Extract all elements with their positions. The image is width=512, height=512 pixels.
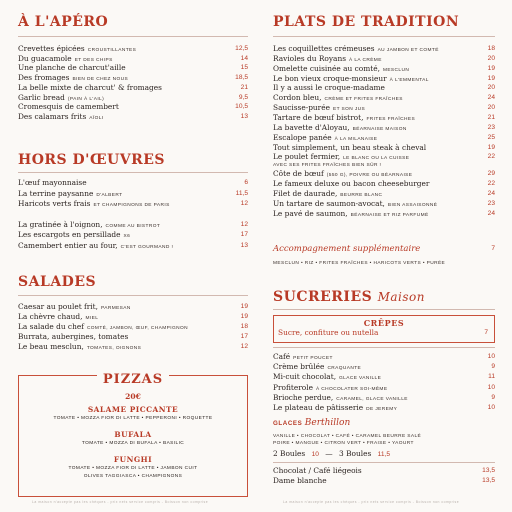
pizza-name: FUNGHI xyxy=(113,455,153,464)
item-name: La chèvre chaud, xyxy=(18,312,83,321)
item-name: Filet de daurade, xyxy=(273,188,338,198)
glaces-flavors xyxy=(273,437,495,448)
item-description: À L'EMMENTAL xyxy=(389,77,429,83)
divider xyxy=(18,295,248,296)
item-name: Une planche de charcut'aille xyxy=(18,63,126,73)
menu-item xyxy=(18,332,248,341)
item-name: La terrine paysanne xyxy=(18,188,94,198)
pizzas-box xyxy=(18,372,248,497)
menu-item xyxy=(273,143,495,152)
item-name: Brioche perdue, xyxy=(273,392,334,402)
item-price: 12 xyxy=(240,200,248,207)
item-name: Café xyxy=(273,352,291,361)
item-name: Crevettes épicées xyxy=(18,44,85,53)
item-name: Il y a aussi le croque-madame xyxy=(273,83,385,93)
glaces-label: GLACES xyxy=(273,420,303,427)
crepes-box xyxy=(273,315,495,343)
item-price: 12,5 xyxy=(235,45,248,52)
menu-item xyxy=(273,403,495,414)
item-price: 13 xyxy=(240,241,248,249)
item-description: C'EST GOURMAND ! xyxy=(120,244,174,250)
item-description: AU JAMBON ET COMTÉ xyxy=(377,48,439,53)
item-description: ET CHAMPIGNONS DE PARIS xyxy=(93,203,170,208)
item-name: La belle mixte de charcut' & fromages xyxy=(18,82,162,92)
item-price: 19 xyxy=(487,64,495,72)
item-name: Les coquillettes crémeuses xyxy=(273,44,375,53)
item-name: Le bon vieux croque-monsieur xyxy=(273,73,387,83)
item-name: Le fameux deluxe ou bacon cheeseburger xyxy=(273,179,430,189)
section-title-hors: HORS D'ŒUVRES xyxy=(18,152,165,168)
item-name: Tartare de bœuf bistrot, xyxy=(273,112,364,122)
item-name: Mi-cuit chocolat, xyxy=(273,372,337,382)
item-name: Caesar au poulet frit, xyxy=(18,302,98,311)
item-description: À LA MILANAISE xyxy=(334,136,378,142)
accompagnement-options xyxy=(273,257,495,268)
pizza-desc: TOMATE • MOZZA DI BUFALA • BASILIC xyxy=(81,441,185,446)
accompagnement-label: Accompagnement supplémentaire xyxy=(273,244,421,254)
item-description: AVEC SES FRITES FRAÎCHES BIEN SÛR ! xyxy=(273,163,382,169)
section-title-apero: À L'APÉRO xyxy=(18,14,109,30)
item-name: Haricots verts frais xyxy=(18,199,91,208)
item-price: 18 xyxy=(487,45,495,52)
item-price: 6 xyxy=(244,179,248,186)
item-price: 11 xyxy=(488,373,495,381)
item-price: 11,5 xyxy=(235,189,248,197)
boules-sep: — xyxy=(325,449,333,458)
item-description: X6 xyxy=(123,234,131,239)
item-name: Le plateau de pâtisserie xyxy=(273,403,364,412)
sucreries-title: SUCRERIES xyxy=(273,289,373,305)
item-price: 24 xyxy=(487,94,495,102)
item-description: COMTÉ, JAMBON, ŒUF, CHAMPIGNON xyxy=(86,326,188,331)
item-description: ET SON JUS xyxy=(332,107,366,113)
section-title-sucreries xyxy=(273,289,425,305)
menu-item xyxy=(18,112,248,123)
item-name: Le pavé de saumon, xyxy=(273,208,348,218)
item-description: BÉARNAISE ET RIZ PARFUMÉ xyxy=(350,212,429,218)
item-price: 24 xyxy=(487,209,495,217)
item-description: BIEN ASSAISONNÉ xyxy=(387,202,438,208)
item-name: Tout simplement, un beau steak à cheval xyxy=(273,142,427,152)
footer-note-left: La maison n'accepte pas les chèques - prix nets service compris - Boisson non comprise xyxy=(32,500,209,504)
menu-item xyxy=(18,178,248,187)
item-price: 19 xyxy=(240,303,248,310)
item-description: LE BLANC OU LA CUISSE xyxy=(343,156,410,162)
item-description: FRITES FRAÎCHES xyxy=(366,116,416,122)
item-name: Du guacamole xyxy=(18,53,72,63)
item-name: Dame blanche xyxy=(273,476,327,485)
item-name: La salade du chef xyxy=(18,322,84,331)
item-description: COMME AU BISTROT xyxy=(105,223,161,229)
divider xyxy=(273,347,495,348)
boules-3-price: 11,5 xyxy=(377,451,390,458)
item-description: DE JEREMY xyxy=(366,407,398,412)
item-price: 18,5 xyxy=(235,74,248,82)
item-name: Crème brûlée xyxy=(273,362,325,372)
section-title-salades: SALADES xyxy=(18,274,97,290)
divider xyxy=(273,462,495,463)
menu-item xyxy=(18,342,248,353)
item-name: Côte de bœuf xyxy=(273,169,324,179)
boules-2-label: 2 Boules xyxy=(273,449,306,458)
divider xyxy=(18,36,248,37)
item-price: 20 xyxy=(487,84,495,92)
item-description: BÉARNAISE MAISON xyxy=(352,126,407,132)
item-price: 20 xyxy=(487,54,495,62)
menu-item xyxy=(18,230,248,241)
item-price: 13,5 xyxy=(482,467,495,474)
item-description: PETIT POUCET xyxy=(293,356,333,361)
item-name: Garlic bread xyxy=(18,92,65,102)
item-description: CROUSTILLANTES xyxy=(87,48,137,53)
item-description: CRÈME ET FRITES FRAÎCHES xyxy=(324,97,403,103)
pizza-desc: TOMATE • MOZZA FIOR DI LATTE • JAMBON CUIT xyxy=(68,466,198,471)
item-description: BIEN DE CHEZ NOUS xyxy=(72,77,129,83)
divider xyxy=(273,309,495,310)
boules-2-price: 10 xyxy=(311,451,319,458)
item-price: 17 xyxy=(240,231,248,238)
glaces-script: Berthillon xyxy=(304,418,351,428)
item-name: Un tartare de saumon-avocat, xyxy=(273,198,385,208)
item-description: MESCLUN xyxy=(382,67,410,73)
item-description: D'ALBERT xyxy=(96,192,123,198)
item-name: Le poulet fermier, xyxy=(273,152,341,162)
accompagnement-list: MESCLUN • RIZ • FRITES FRAÎCHES • HARICOTS VERTS • PURÉE xyxy=(273,261,446,266)
crepes-item xyxy=(278,328,488,337)
menu-item xyxy=(273,209,495,220)
glaces-line: POIRE • MANGUE • CITRON VERT • FRAISE • YAOURT xyxy=(273,441,414,446)
pizza-name: BUFALA xyxy=(114,430,152,439)
menu-item xyxy=(18,241,248,252)
item-price: 21 xyxy=(487,113,495,121)
item-name: Profiterole xyxy=(273,382,313,392)
item-price: 12 xyxy=(240,220,248,228)
item-price: 10 xyxy=(487,404,495,411)
item-description: CARAMEL, GLACE VANILLE xyxy=(336,396,408,402)
item-price: 25 xyxy=(487,133,495,141)
crepes-title: CRÊPES xyxy=(359,318,410,328)
item-price: 19 xyxy=(487,143,495,151)
boules-row xyxy=(273,449,495,459)
sucreries-title-script: Maison xyxy=(377,290,425,304)
item-price: 23 xyxy=(487,123,495,131)
item-price: 23 xyxy=(487,199,495,207)
item-price: 20 xyxy=(487,104,495,112)
footer-note-right: La maison n'accepte pas les chèques - prix nets service compris - Boisson non comprise xyxy=(283,500,460,504)
item-name: Cordon bleu, xyxy=(273,93,322,103)
item-price: 9 xyxy=(491,393,495,401)
divider xyxy=(18,172,248,173)
pizzas-price: 20€ xyxy=(125,392,141,401)
item-price: 10 xyxy=(487,383,495,391)
item-price: 22 xyxy=(487,180,495,188)
item-name: Des calamars frits xyxy=(18,111,87,121)
item-price: 10,5 xyxy=(235,103,248,111)
item-price: 19 xyxy=(240,313,248,320)
menu-item xyxy=(273,179,495,188)
item-description: TOMATES, OIGNONS xyxy=(86,346,142,351)
menu-item xyxy=(18,63,248,72)
pizzas-title-wrap xyxy=(19,368,247,387)
item-name: Cromesquis de camembert xyxy=(18,102,119,112)
item-price: 22 xyxy=(487,153,495,161)
menu-item xyxy=(18,199,248,210)
accompagnement-price: 7 xyxy=(491,245,495,252)
menu-item xyxy=(273,466,495,475)
menu-item xyxy=(273,83,495,92)
item-name: Omelette cuisinée au comté, xyxy=(273,63,380,73)
menu-item xyxy=(18,220,248,231)
glaces-header xyxy=(273,418,495,428)
menu-item xyxy=(18,102,248,111)
item-price: 29 xyxy=(487,170,495,178)
item-price: 13,5 xyxy=(482,477,495,484)
item-price: 13 xyxy=(240,112,248,120)
item-price: 24 xyxy=(487,189,495,197)
item-price: 18 xyxy=(240,323,248,330)
item-name: Saucisse-purée xyxy=(273,103,330,113)
item-name: L'œuf mayonnaise xyxy=(18,178,87,187)
item-description: PARMESAN xyxy=(100,306,131,311)
item-price: 19 xyxy=(487,74,495,82)
item-name: Des fromages xyxy=(18,73,70,83)
pizza-desc: TOMATE • MOZZA FIOR DI LATTE • PEPPERONI • ROQUETTE xyxy=(53,416,213,421)
item-price: 10 xyxy=(487,353,495,360)
item-description: À CHOCOLATER SOI-MÊME xyxy=(315,386,388,392)
item-name: Les escargots en persillade xyxy=(18,230,121,239)
crepes-item-name: Sucre, confiture ou nutella xyxy=(278,328,379,337)
item-description: GLACE VANILLE xyxy=(339,376,382,382)
item-price: 12 xyxy=(240,343,248,350)
item-price: 15 xyxy=(240,64,248,72)
pizza-name: SALAME PICCANTE xyxy=(87,405,179,414)
item-price: 14 xyxy=(240,54,248,62)
item-description: À LA CRÈME xyxy=(349,57,382,63)
item-name: Ravioles du Royans xyxy=(273,53,346,63)
pizza-desc: OLIVES TAGGIASCA • CHAMPIGNONS xyxy=(83,474,183,479)
section-title-plats: PLATS DE TRADITION xyxy=(273,14,460,30)
item-description: AÏOLI xyxy=(89,115,104,121)
item-name: Camembert entier au four, xyxy=(18,240,118,250)
item-name: La bavette d'Aloyau, xyxy=(273,122,350,132)
item-name: Chocolat / Café liégeois xyxy=(273,466,362,475)
item-name: Escalope panée xyxy=(273,132,332,142)
glaces-line: VANILLE • CHOCOLAT • CAFÉ • CARAMEL BEURRE SALÉ xyxy=(273,434,422,439)
menu-item xyxy=(18,189,248,200)
item-price: 9 xyxy=(491,363,495,371)
item-name: La gratinée à l'oignon, xyxy=(18,219,103,229)
item-description: (550 G), POIVRE OU BÉARNAISE xyxy=(326,173,413,179)
divider xyxy=(273,36,495,37)
menu-item xyxy=(273,476,495,485)
pizzas-title: PIZZAS xyxy=(97,372,169,387)
item-price: 21 xyxy=(240,83,248,91)
item-description: ET DES CHIPS xyxy=(74,57,113,63)
crepes-price: 7 xyxy=(484,329,488,336)
accompagnement-row xyxy=(273,244,495,254)
item-name: Le beau mesclun, xyxy=(18,342,84,351)
item-description: (PAIN À L'AIL) xyxy=(67,96,105,102)
item-description: CRAQUANTE xyxy=(327,366,362,372)
menu-item xyxy=(18,83,248,92)
item-description: BEURRE BLANC xyxy=(340,192,383,198)
item-name: Burrata, aubergines, tomates xyxy=(18,332,129,341)
item-price: 17 xyxy=(240,333,248,340)
boules-3-label: 3 Boules xyxy=(339,449,372,458)
item-price: 9,5 xyxy=(238,93,248,101)
item-description: MIEL xyxy=(85,316,99,321)
